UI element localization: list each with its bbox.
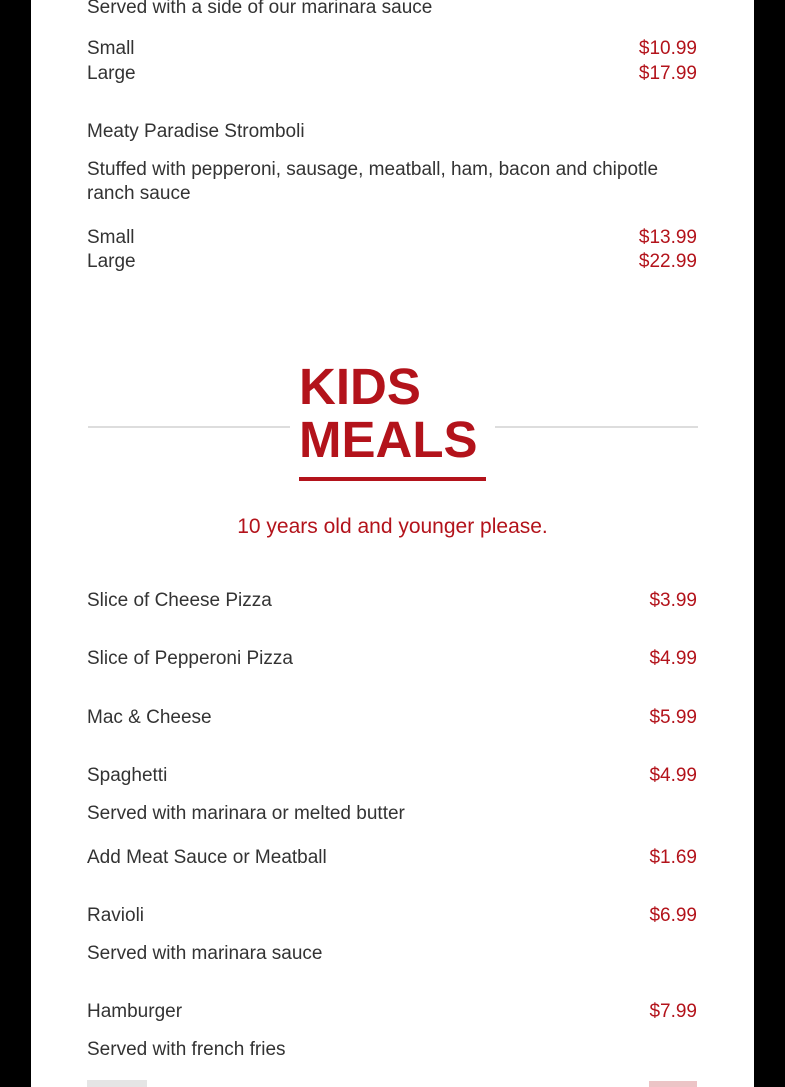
menu-item-name: Spaghetti — [87, 765, 168, 786]
size-large-price: $22.99 — [638, 251, 697, 272]
section-title-line1: KIDS — [299, 358, 421, 415]
menu-item-price: $6.99 — [649, 905, 697, 926]
size-small-label: Small — [87, 38, 135, 59]
menu-item-price: $5.99 — [649, 707, 697, 728]
menu-item-description: Stuffed with pepperoni, sausage, meatball, ham, bacon and chipotle ranch sauce — [87, 159, 659, 204]
menu-item-description: Served with marinara sauce — [87, 943, 323, 964]
section-title-line2: MEALS — [299, 411, 478, 468]
size-small-price: $10.99 — [638, 38, 697, 59]
menu-item-name: Add Meat Sauce or Meatball — [87, 847, 327, 868]
size-large-price: $17.99 — [638, 63, 697, 84]
menu-item-name: Hamburger — [87, 1001, 183, 1022]
menu-item-name: Mac & Cheese — [87, 707, 212, 728]
size-small-label: Small — [87, 227, 135, 248]
stromboli-description: Served with a side of our marinara sauce — [87, 0, 433, 18]
menu-item-description: Served with marinara or melted butter — [87, 803, 405, 824]
menu-item-name: Slice of Cheese Pizza — [87, 590, 272, 611]
menu-item-price: $7.99 — [649, 1001, 697, 1022]
menu-page — [31, 0, 754, 1087]
section-title — [299, 360, 487, 466]
cutoff-item-name — [87, 1080, 147, 1087]
divider-right — [495, 426, 698, 428]
section-subtitle: 10 years old and younger please. — [237, 515, 548, 538]
size-large-label: Large — [87, 251, 136, 272]
menu-item-price: $1.69 — [649, 847, 697, 868]
menu-item-description: Served with french fries — [87, 1039, 286, 1060]
size-large-label: Large — [87, 63, 136, 84]
menu-item-price: $4.99 — [649, 648, 697, 669]
cutoff-item-price — [649, 1081, 697, 1087]
menu-item-name: Slice of Pepperoni Pizza — [87, 648, 293, 669]
title-underline — [299, 477, 486, 481]
menu-item-price: $3.99 — [649, 590, 697, 611]
menu-item-name: Ravioli — [87, 905, 145, 926]
menu-item-price: $4.99 — [649, 765, 697, 786]
menu-item-name: Meaty Paradise Stromboli — [87, 121, 305, 142]
divider-left — [88, 426, 290, 428]
size-small-price: $13.99 — [638, 227, 697, 248]
